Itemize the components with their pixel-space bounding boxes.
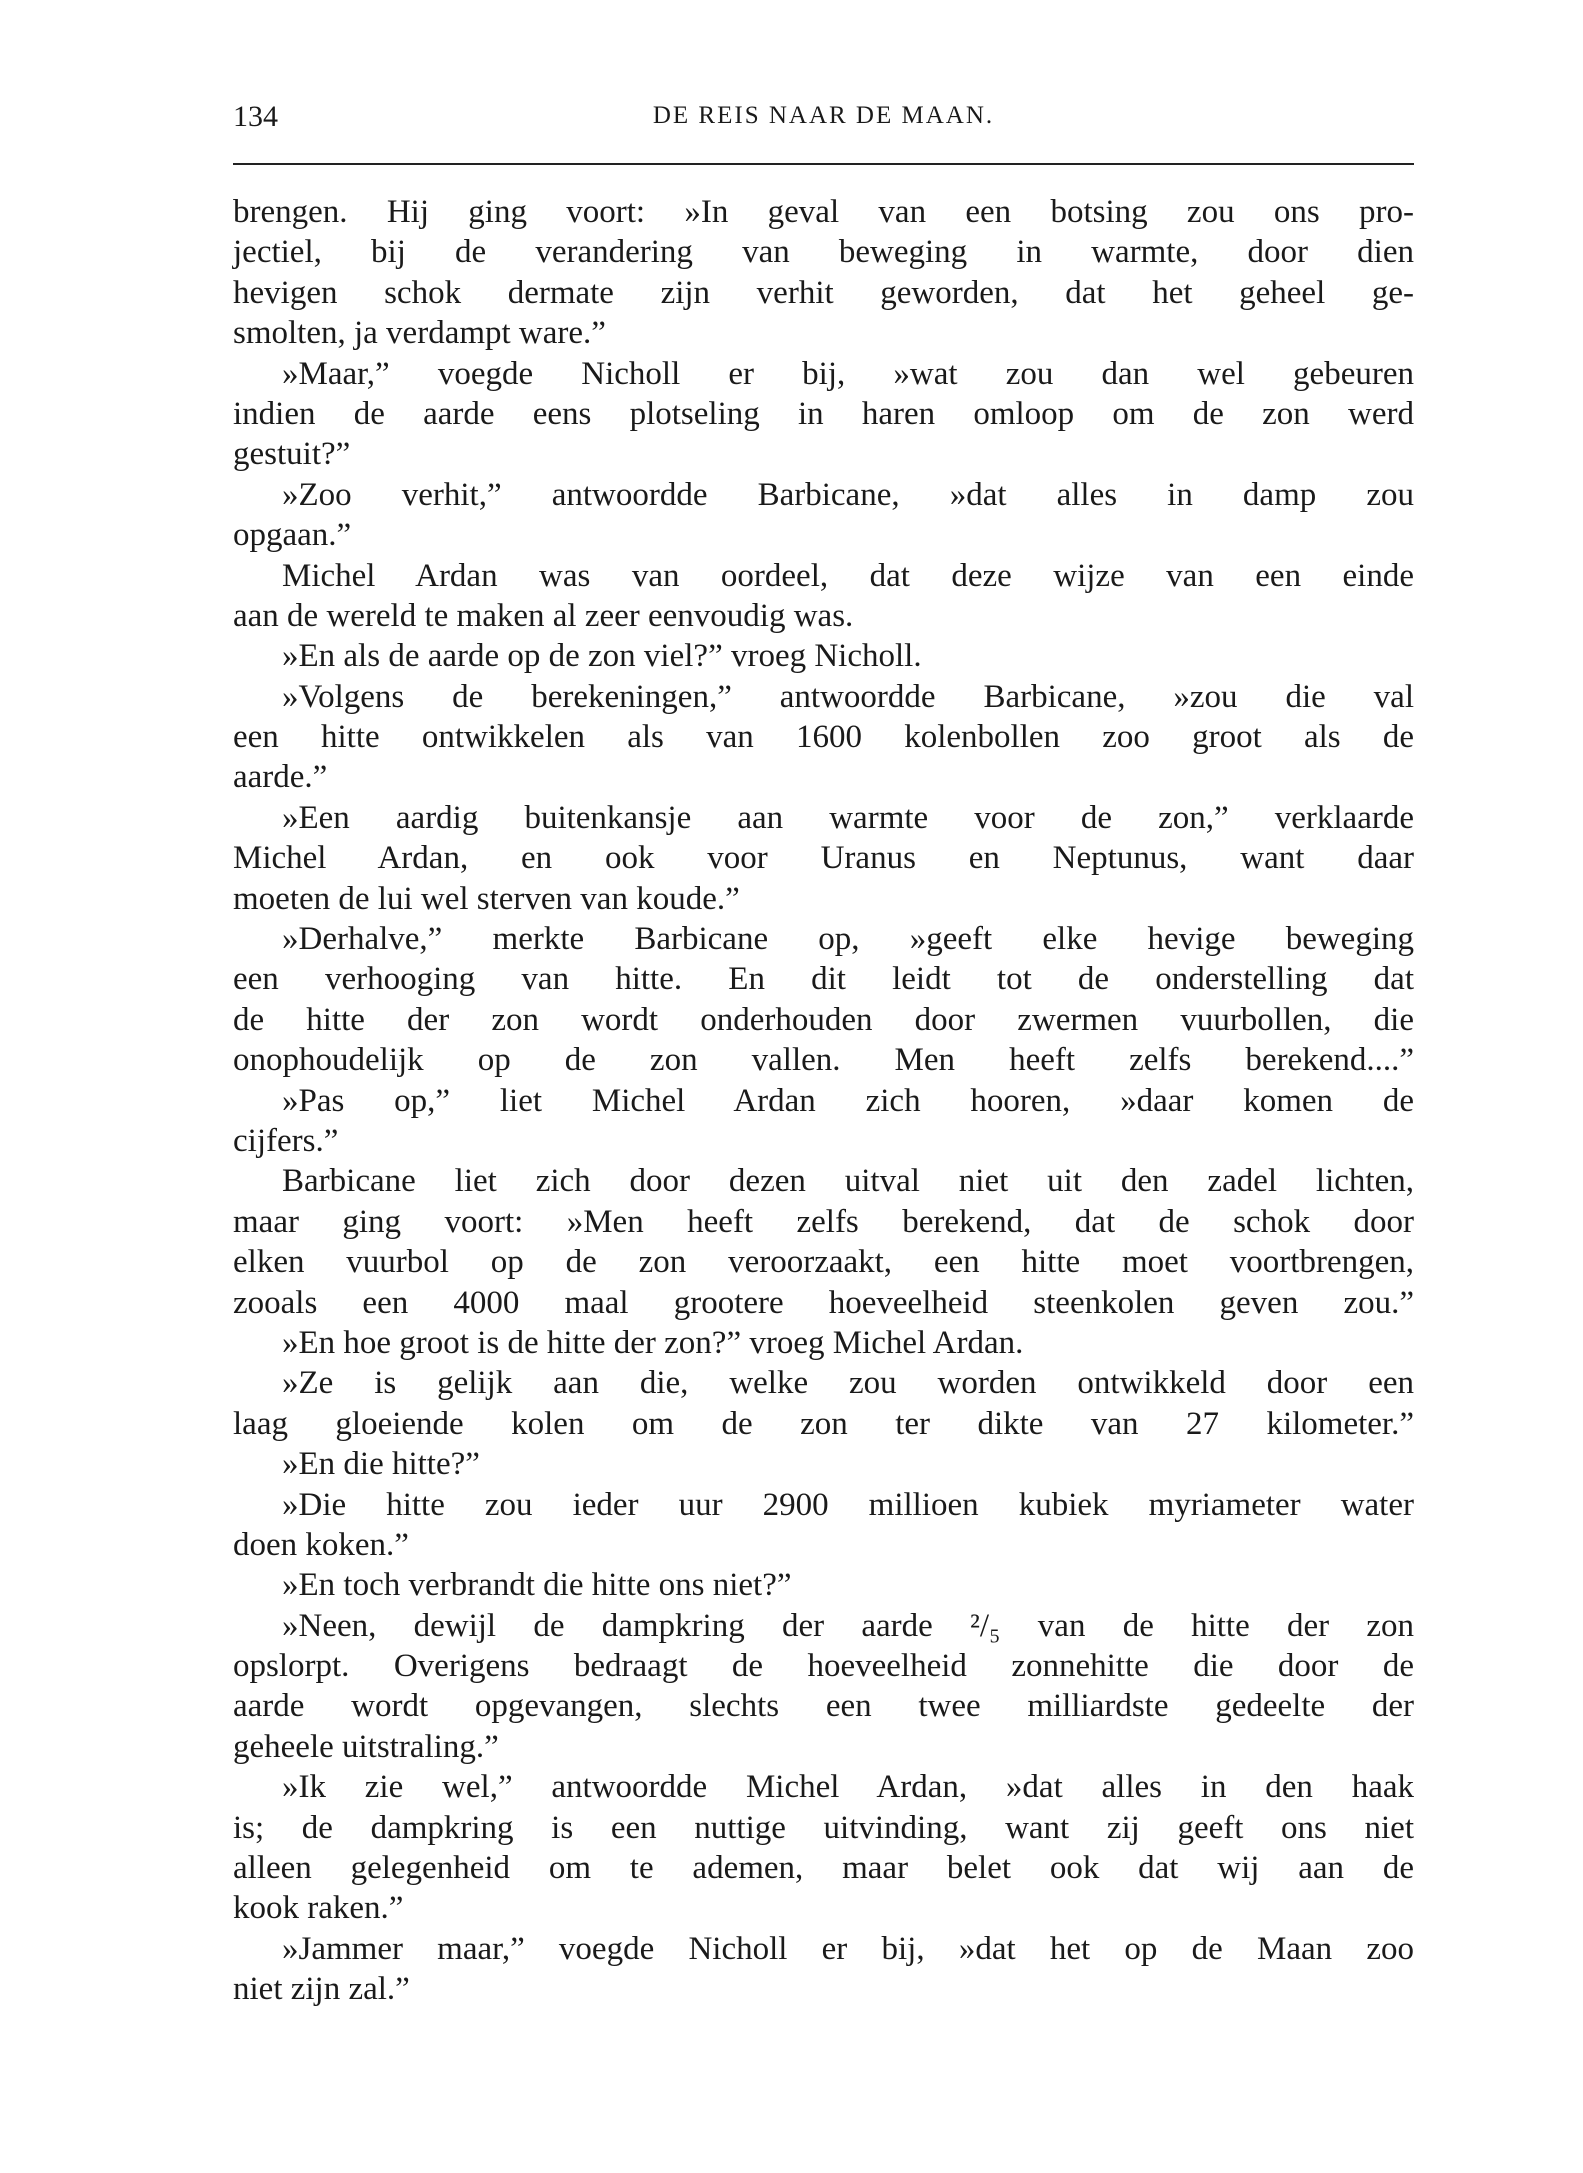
paragraph bbox=[233, 1363, 1414, 1444]
text-line: »En als de aarde op de zon viel?” vroeg Nicholl. bbox=[282, 638, 922, 675]
text-line: »En hoe groot is de hitte der zon?” vroeg Michel Ardan. bbox=[282, 1324, 1024, 1361]
body-text bbox=[233, 192, 1414, 2010]
paragraph bbox=[233, 1565, 1414, 1605]
text-line: »Maar,” voegde Nicholl er bij, »wat zou dan wel gebeuren bbox=[282, 355, 1414, 392]
text-line: aan de wereld te maken al zeer eenvoudig was. bbox=[233, 597, 854, 634]
text-line: »En toch verbrandt die hitte ons niet?” bbox=[282, 1567, 792, 1604]
text-line: opslorpt. Overigens bedraagt de hoeveelheid zonnehitte die door de bbox=[233, 1648, 1414, 1685]
paragraph bbox=[233, 1767, 1414, 1929]
text-line: »Ik zie wel,” antwoordde Michel Ardan, »dat alles in den haak bbox=[282, 1769, 1414, 1806]
text-line: Michel Ardan was van oordeel, dat deze wijze van een einde bbox=[282, 557, 1414, 594]
text-line: is; de dampkring is een nuttige uitvinding, want zij geeft ons niet bbox=[233, 1809, 1414, 1846]
text-line: kook raken.” bbox=[233, 1890, 404, 1927]
paragraph bbox=[233, 556, 1414, 637]
page-header bbox=[233, 100, 1414, 150]
text-line: »Derhalve,” merkte Barbicane op, »geeft elke hevige beweging bbox=[282, 921, 1414, 958]
text-line: alleen gelegenheid om te ademen, maar belet ook dat wij aan de bbox=[233, 1850, 1414, 1887]
text-line: maar ging voort: »Men heeft zelfs berekend, dat de schok door bbox=[233, 1203, 1414, 1240]
text-line: cijfers.” bbox=[233, 1122, 339, 1159]
text-line: »Pas op,” liet Michel Ardan zich hooren, »daar komen de bbox=[282, 1082, 1414, 1119]
text-line: »Volgens de berekeningen,” antwoordde Barbicane, »zou die val bbox=[282, 678, 1414, 715]
paragraph bbox=[233, 1161, 1414, 1323]
text-line: een hitte ontwikkelen als van 1600 kolenbollen zoo groot als de bbox=[233, 719, 1414, 756]
paragraph bbox=[233, 636, 1414, 676]
text-line: moeten de lui wel sterven van koude.” bbox=[233, 880, 740, 917]
text-line: aarde wordt opgevangen, slechts een twee milliardste gedeelte der bbox=[233, 1688, 1414, 1725]
paragraph bbox=[233, 919, 1414, 1081]
text-line: zooals een 4000 maal grootere hoeveelheid steenkolen geven zou.” bbox=[233, 1284, 1414, 1321]
text-line: »Jammer maar,” voegde Nicholl er bij, »dat het op de Maan zoo bbox=[282, 1930, 1414, 1967]
paragraph bbox=[233, 677, 1414, 798]
paragraph bbox=[233, 192, 1414, 354]
text-line: gestuit?” bbox=[233, 436, 351, 473]
text-line: »Ze is gelijk aan die, welke zou worden ontwikkeld door een bbox=[282, 1365, 1414, 1402]
paragraph bbox=[233, 1606, 1414, 1768]
paragraph bbox=[233, 798, 1414, 919]
text-line: elken vuurbol op de zon veroorzaakt, een hitte moet voortbrengen, bbox=[233, 1244, 1414, 1281]
header-rule bbox=[233, 163, 1414, 165]
paragraph bbox=[233, 1081, 1414, 1162]
text-line: doen koken.” bbox=[233, 1526, 409, 1563]
text-line: Barbicane liet zich door dezen uitval niet uit den zadel lichten, bbox=[282, 1163, 1414, 1200]
text-line: »Zoo verhit,” antwoordde Barbicane, »dat alles in damp zou bbox=[282, 476, 1414, 513]
text-line: niet zijn zal.” bbox=[233, 1971, 410, 2008]
paragraph bbox=[233, 1929, 1414, 2010]
text-line: opgaan.” bbox=[233, 517, 352, 554]
text-line: geheele uitstraling.” bbox=[233, 1728, 499, 1765]
page-number: 134 bbox=[233, 100, 278, 133]
text-line: »Neen, dewijl de dampkring der aarde ²/₅ van de hitte der zon bbox=[282, 1607, 1414, 1644]
text-line: de hitte der zon wordt onderhouden door zwermen vuurbollen, die bbox=[233, 1001, 1414, 1038]
paragraph bbox=[233, 475, 1414, 556]
text-line: brengen. Hij ging voort: »In geval van een botsing zou ons pro- bbox=[233, 194, 1414, 230]
text-line: smolten, ja verdampt ware.” bbox=[233, 315, 606, 352]
text-line: aarde.” bbox=[233, 759, 328, 796]
text-line: »En die hitte?” bbox=[282, 1446, 480, 1483]
running-title: DE REIS NAAR DE MAAN. bbox=[652, 102, 995, 129]
text-line: een verhooging van hitte. En dit leidt tot de onderstelling dat bbox=[233, 961, 1414, 998]
paragraph bbox=[233, 1444, 1414, 1484]
paragraph bbox=[233, 1323, 1414, 1363]
paragraph bbox=[233, 354, 1414, 475]
text-line: Michel Ardan, en ook voor Uranus en Neptunus, want daar bbox=[233, 840, 1414, 877]
paragraph bbox=[233, 1485, 1414, 1566]
text-line: indien de aarde eens plotseling in haren omloop om de zon werd bbox=[233, 395, 1414, 432]
text-line: onophoudelijk op de zon vallen. Men heeft zelfs berekend....” bbox=[233, 1042, 1414, 1079]
text-line: jectiel, bij de verandering van beweging in warmte, door dien bbox=[233, 234, 1414, 271]
text-line: »Een aardig buitenkansje aan warmte voor de zon,” verklaarde bbox=[282, 799, 1414, 836]
text-line: laag gloeiende kolen om de zon ter dikte van 27 kilometer.” bbox=[233, 1405, 1414, 1442]
text-line: hevigen schok dermate zijn verhit geworden, dat het geheel ge- bbox=[233, 274, 1414, 311]
text-line: »Die hitte zou ieder uur 2900 millioen kubiek myriameter water bbox=[282, 1486, 1414, 1523]
